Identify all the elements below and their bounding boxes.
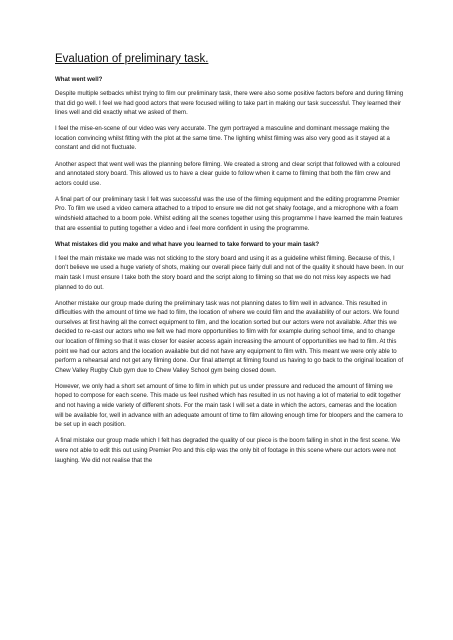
paragraph: A final mistake our group made which I felt has degraded the quality of our piece is the boom falling in shot in the first scene. We were not able to edit this out using Premier Pro and this clip was the only bit of footage in this scene where our actors were not laughing. We did not realise that the xyxy=(55,437,401,464)
section-heading-went-well: What went well? xyxy=(55,76,103,83)
paragraph: Another mistake our group made during the preliminary task was not planning dates to film well in advance. This resulted in difficulties with the amount of time we had to film, the location of where we could film and the availability of our actors. We found ourselves at first having all the correct equipment to film, and the location sorted but our actors were not available. After this we decided to re-cast our actors who we felt we had more opportunities to film with for example during school time, and to change our location of filming so that it was closer for easier access again increasing the amount of opportunities we had to film. At this point we had our actors and the location available but did not have any equipment to film with. This meant we were only able to perform a rehearsal and not get any filming done. Our final attempt at filming found us having to go back to the original location of Chew Valley Rugby Club gym due to Chew Valley School gym being closed down. xyxy=(55,299,404,374)
paragraph: Another aspect that went well was the planning before filming. We created a strong and clear script that followed with a coloured and annotated story board. This allowed us to have a clear guide to follow when it came to filming that both the film crew and actors could use. xyxy=(55,160,401,187)
paragraph: I feel the mise-en-scene of our video was very accurate. The gym portrayed a masculine and dominant message making the location convincing whilst fitting with the plot at the same time. The lighting whilst filming was also very good as it stayed at a constant and did not fluctuate. xyxy=(55,125,390,152)
document-title: Evaluation of preliminary task. xyxy=(55,53,209,65)
paragraph: A final part of our preliminary task I felt was successful was the use of the filming equipment and the editing programme Premier Pro. To film we used a video camera attached to a tripod to ensure we did not get shaky footage, and a microphone with a foam windshield attached to a boom pole. Whilst editing all the scenes together using this programme I have learned the main features that are essential to putting together a video and i feel more confident in using the programme. xyxy=(55,195,403,232)
section-heading-mistakes: What mistakes did you make and what have you learned to take forward to your main task? xyxy=(55,240,320,248)
paragraph: Despite multiple setbacks whilst trying to film our preliminary task, there were also some positive factors before and during filming that did go well. I feel we had good actors that were focused willing to take part in making our task successful. They learned their lines well and did exactly what we asked of them. xyxy=(55,90,404,117)
document-body xyxy=(55,52,405,472)
paragraph: However, we only had a short set amount of time to film in which put us under pressure and reduced the amount of filming we hoped to compose for each scene. This made us feel rushed which has resulted in us not having a lot of material to edit together and not having a wide variety of different shots. For the main task I will set a date in which the actors, cameras and the location will be available for, well in advance with an adequate amount of time to film allowing enough time for bloopers and the camera to be set up in each position. xyxy=(55,382,403,429)
paragraph: I feel the main mistake we made was not sticking to the story board and using it as a guideline whilst filming. Because of this, I don’t believe we used a huge variety of shots, making our overall piece fairly dull and not of the quality it should have been. In our main task I must ensure I take both the story board and the script along to filming so that we do not miss key aspects we had planned to do out. xyxy=(55,254,404,291)
